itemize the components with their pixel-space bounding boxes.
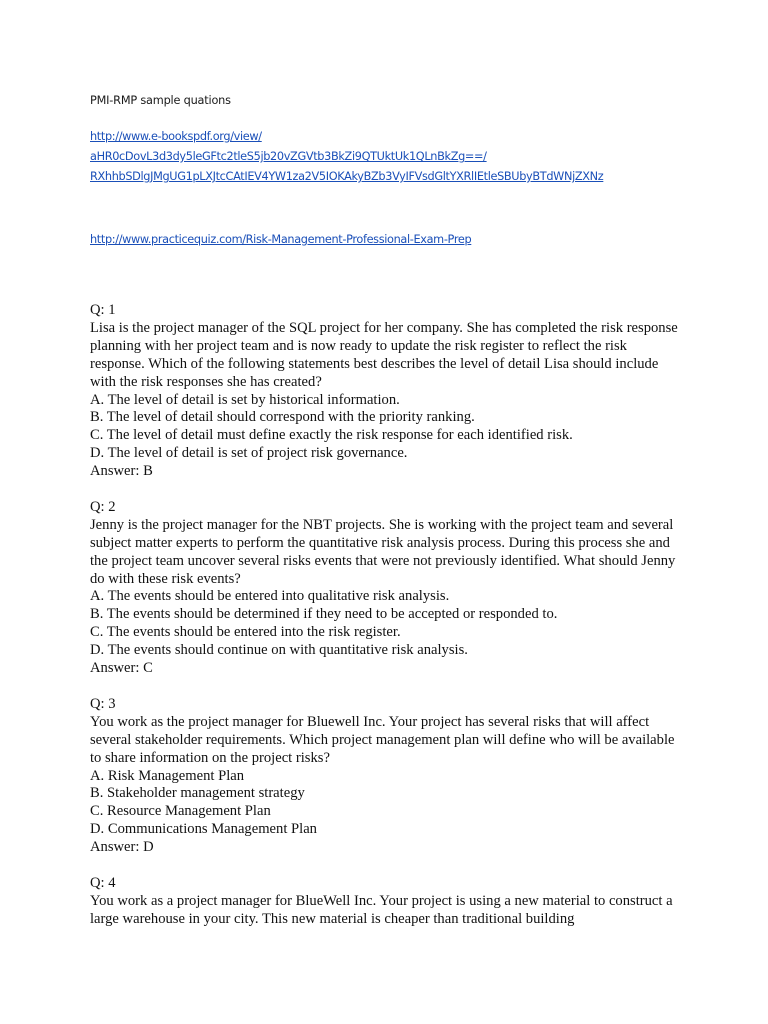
question-label: Q: 3 — [90, 695, 116, 712]
option-d: D. The level of detail is set of project risk governance. — [90, 445, 408, 462]
question-label: Q: 1 — [90, 302, 116, 318]
question-stem: You work as the project manager for Bluewell Inc. Your project has several risks that will affect several stakeholder requirements. Which project management plan will define who will be available to share information on the project risks? — [90, 713, 675, 766]
question-2 — [90, 499, 690, 678]
ebook-link[interactable] — [90, 127, 603, 187]
question-4 — [90, 875, 690, 929]
question-3 — [90, 696, 690, 857]
option-b: B. Stakeholder management strategy — [90, 785, 305, 802]
question-list — [90, 302, 690, 947]
option-c: C. Resource Management Plan — [90, 803, 271, 820]
option-b: B. The level of detail should correspond with the priority ranking. — [90, 409, 475, 426]
question-label: Q: 2 — [90, 498, 116, 515]
option-a: A. The events should be entered into qualitative risk analysis. — [90, 588, 450, 605]
question-stem: You work as a project manager for BlueWell Inc. Your project is using a new material to construct a large warehouse in your city. This new material is cheaper than traditional building — [90, 892, 673, 927]
answer: Answer: D — [90, 839, 154, 856]
option-c: C. The events should be entered into the risk register. — [90, 624, 401, 641]
option-a: A. Risk Management Plan — [90, 767, 245, 784]
ebook-link-line-3[interactable]: RXhhbSDlgJMgUG1pLXJtcCAtIEV4YW1za2V5IOKAkyBZb3VyIFVsdGltYXRlIEtleSBUbyBTdWNjZXNz — [90, 170, 604, 183]
document-title: PMI-RMP sample quations — [90, 94, 231, 107]
answer: Answer: C — [90, 660, 153, 677]
question-stem: Lisa is the project manager of the SQL project for her company. She has completed the risk response planning with her project team and is now ready to update the risk register to reflect the risk response. Which of the following statements best describes the level of detail Lisa should include with the risk responses she has created? — [90, 319, 678, 390]
option-d: D. Communications Management Plan — [90, 821, 317, 838]
answer: Answer: B — [90, 463, 153, 480]
ebook-link-line-2[interactable]: aHR0cDovL3d3dy5leGFtc2tleS5jb20vZGVtb3BkZi9QTUktUk1QLnBkZg==/ — [90, 150, 487, 163]
question-stem: Jenny is the project manager for the NBT projects. She is working with the project team and several subject matter experts to perform the quantitative risk analysis process. During this process she and the project team uncover several risks events that were not previously identified. What should Jenny do with these risk events? — [90, 516, 676, 587]
option-a: A. The level of detail is set by historical information. — [90, 391, 400, 408]
option-d: D. The events should continue on with quantitative risk analysis. — [90, 642, 468, 659]
ebook-link-line-1[interactable]: http://www.e-bookspdf.org/view/ — [90, 130, 262, 143]
question-label: Q: 4 — [90, 874, 116, 891]
practicequiz-link[interactable]: http://www.practicequiz.com/Risk-Management-Professional-Exam-Prep — [90, 233, 472, 246]
option-c: C. The level of detail must define exactly the risk response for each identified risk. — [90, 427, 573, 444]
option-b: B. The events should be determined if they need to be accepted or responded to. — [90, 606, 558, 623]
question-1 — [90, 302, 690, 481]
